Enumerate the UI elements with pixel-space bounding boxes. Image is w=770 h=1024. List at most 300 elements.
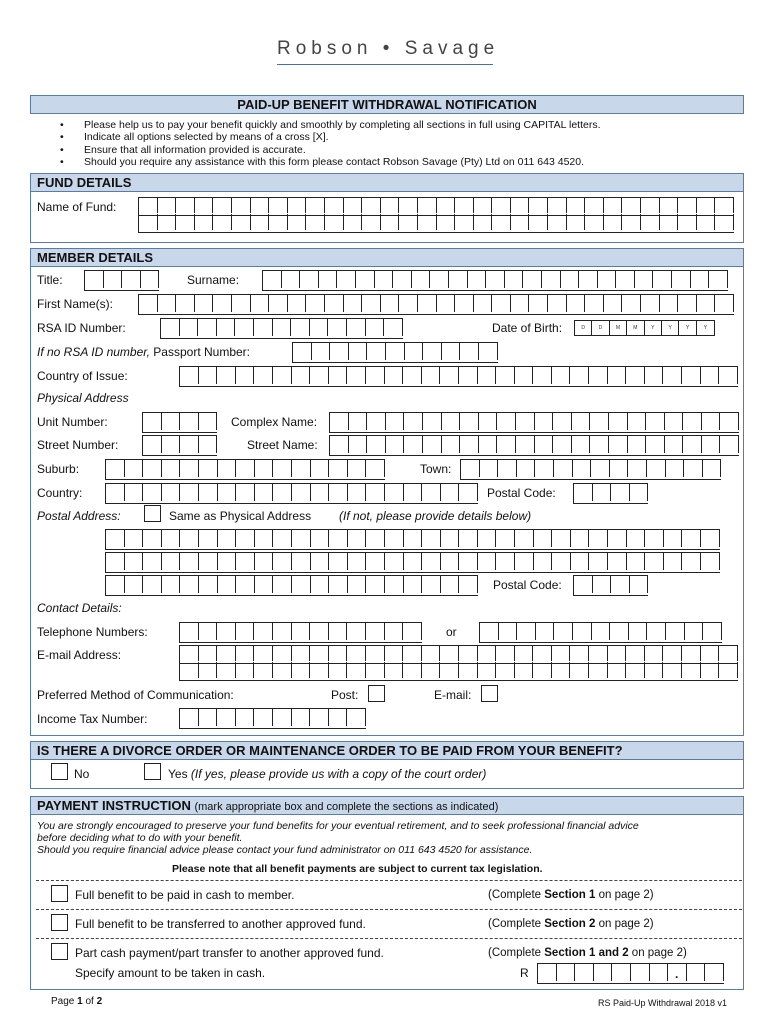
input-cell[interactable] (492, 295, 511, 312)
input-cell[interactable] (697, 214, 716, 230)
input-cell[interactable] (523, 271, 542, 288)
input-cell[interactable] (480, 460, 499, 477)
input-cell[interactable] (479, 413, 498, 430)
input-cell[interactable] (236, 576, 255, 593)
input-cell[interactable] (176, 198, 195, 213)
input-cell[interactable] (585, 214, 604, 230)
input-cell[interactable] (611, 484, 630, 501)
input-cell[interactable] (552, 662, 571, 678)
input-cell[interactable] (310, 709, 329, 726)
input-cell[interactable] (403, 367, 422, 384)
input-cell[interactable] (329, 484, 348, 501)
input-cell[interactable] (479, 436, 498, 453)
input-cell[interactable] (347, 709, 366, 726)
input-cell[interactable] (459, 576, 478, 593)
input-cell[interactable] (418, 295, 437, 312)
input-cell[interactable] (701, 553, 720, 570)
input-cell[interactable] (430, 271, 449, 288)
fund-name-input-row-2[interactable] (138, 214, 734, 233)
input-cell[interactable] (344, 214, 363, 230)
input-cell[interactable] (282, 271, 301, 288)
input-cell[interactable] (176, 214, 195, 230)
input-cell[interactable] (125, 484, 144, 501)
input-cell[interactable] (567, 295, 586, 312)
input-cell[interactable] (399, 198, 418, 213)
input-cell[interactable] (422, 484, 441, 501)
input-cell[interactable] (180, 319, 199, 336)
input-cell[interactable] (422, 646, 441, 661)
input-cell[interactable] (399, 214, 418, 230)
suburb-input[interactable] (105, 459, 385, 480)
input-cell[interactable] (213, 214, 232, 230)
input-cell[interactable] (665, 436, 684, 453)
postal-address-line-3[interactable] (105, 575, 478, 596)
street-number-input[interactable] (142, 435, 217, 456)
input-cell[interactable] (441, 530, 460, 547)
input-cell[interactable] (589, 553, 608, 570)
input-cell[interactable] (552, 646, 571, 661)
option-transfer-checkbox[interactable] (51, 914, 68, 931)
input-cell[interactable] (683, 436, 702, 453)
input-cell[interactable] (311, 460, 330, 477)
input-cell[interactable] (459, 484, 478, 501)
input-cell[interactable] (292, 553, 311, 570)
input-cell[interactable] (254, 319, 273, 336)
input-cell[interactable] (423, 343, 442, 360)
input-cell[interactable] (497, 413, 516, 430)
input-cell[interactable] (496, 646, 515, 661)
input-cell[interactable] (292, 530, 311, 547)
input-cell[interactable] (319, 271, 338, 288)
input-cell[interactable] (593, 576, 612, 593)
input-cell[interactable] (366, 319, 385, 336)
input-cell[interactable] (653, 271, 672, 288)
input-cell[interactable] (589, 367, 608, 384)
unit-number-input[interactable] (142, 412, 217, 433)
input-cell[interactable] (702, 413, 721, 430)
input-cell[interactable] (645, 530, 664, 547)
input-cell[interactable] (440, 646, 459, 661)
input-cell[interactable] (628, 413, 647, 430)
input-cell[interactable] (574, 576, 593, 593)
input-cell[interactable] (591, 460, 610, 477)
input-cell[interactable] (269, 295, 288, 312)
input-cell[interactable] (306, 214, 325, 230)
input-cell[interactable] (647, 623, 666, 640)
input-cell[interactable] (479, 343, 498, 360)
input-cell[interactable] (325, 295, 344, 312)
input-cell[interactable] (292, 662, 311, 678)
input-cell[interactable] (85, 271, 104, 288)
input-cell[interactable] (366, 662, 385, 678)
input-cell[interactable] (232, 214, 251, 230)
input-cell[interactable] (347, 623, 366, 640)
input-cell[interactable] (311, 553, 330, 570)
input-cell[interactable] (292, 576, 311, 593)
input-cell[interactable] (329, 709, 348, 726)
input-cell[interactable] (572, 413, 591, 430)
input-cell[interactable] (263, 271, 282, 288)
input-cell[interactable] (715, 295, 734, 312)
input-cell[interactable] (122, 271, 141, 288)
postal-address-line-2[interactable] (105, 552, 720, 573)
input-cell[interactable] (254, 367, 273, 384)
input-cell[interactable] (422, 367, 441, 384)
input-cell[interactable] (534, 530, 553, 547)
input-cell[interactable] (311, 484, 330, 501)
input-cell[interactable] (604, 295, 623, 312)
input-cell[interactable] (660, 295, 679, 312)
input-cell[interactable] (218, 460, 237, 477)
input-cell[interactable] (418, 214, 437, 230)
input-cell[interactable] (288, 295, 307, 312)
title-input[interactable] (84, 270, 159, 291)
input-cell[interactable] (199, 576, 218, 593)
input-cell[interactable] (386, 343, 405, 360)
input-cell[interactable] (366, 576, 385, 593)
input-cell[interactable] (666, 460, 685, 477)
input-cell[interactable] (678, 214, 697, 230)
input-cell[interactable] (442, 413, 461, 430)
input-cell[interactable] (180, 623, 199, 640)
input-cell[interactable] (180, 484, 199, 501)
input-cell[interactable] (553, 436, 572, 453)
input-cell[interactable] (535, 413, 554, 430)
street-name-input[interactable] (329, 435, 739, 456)
input-cell[interactable] (496, 530, 515, 547)
input-cell[interactable] (139, 295, 158, 312)
input-cell[interactable] (557, 964, 576, 981)
input-cell[interactable] (104, 271, 123, 288)
input-cell[interactable] (422, 662, 441, 678)
input-cell[interactable] (574, 484, 593, 501)
input-cell[interactable] (589, 530, 608, 547)
input-cell[interactable] (515, 553, 534, 570)
input-cell[interactable] (288, 198, 307, 213)
cash-amount-input[interactable] (537, 963, 724, 984)
input-cell[interactable] (515, 662, 534, 678)
input-cell[interactable] (384, 319, 403, 336)
country-issue-input[interactable] (179, 366, 738, 387)
input-cell[interactable] (645, 367, 664, 384)
input-cell[interactable] (255, 484, 274, 501)
input-cell[interactable] (685, 623, 704, 640)
input-cell[interactable] (645, 646, 664, 661)
input-cell[interactable] (292, 709, 311, 726)
input-cell[interactable] (499, 623, 518, 640)
input-cell[interactable] (579, 271, 598, 288)
input-cell[interactable] (478, 367, 497, 384)
input-cell[interactable] (460, 413, 479, 430)
input-cell[interactable] (366, 646, 385, 661)
input-cell[interactable] (442, 436, 461, 453)
input-cell[interactable] (162, 413, 181, 430)
input-cell[interactable] (608, 367, 627, 384)
input-cell[interactable] (511, 198, 530, 213)
input-cell[interactable] (422, 530, 441, 547)
input-cell[interactable] (385, 646, 404, 661)
input-cell[interactable] (158, 295, 177, 312)
input-cell[interactable] (199, 413, 218, 430)
input-cell[interactable] (461, 460, 480, 477)
input-cell[interactable] (366, 623, 385, 640)
input-cell[interactable] (381, 198, 400, 213)
input-cell[interactable] (505, 271, 524, 288)
input-cell[interactable] (125, 460, 144, 477)
input-cell[interactable] (310, 646, 329, 661)
input-cell[interactable] (403, 662, 422, 678)
input-cell[interactable] (437, 295, 456, 312)
input-cell[interactable] (635, 271, 654, 288)
input-cell[interactable] (498, 460, 517, 477)
input-cell[interactable] (217, 367, 236, 384)
input-cell[interactable] (162, 460, 181, 477)
input-cell[interactable] (199, 367, 218, 384)
input-cell[interactable] (347, 367, 366, 384)
input-cell[interactable] (273, 530, 292, 547)
input-cell[interactable] (593, 484, 612, 501)
input-cell[interactable] (589, 662, 608, 678)
input-cell[interactable] (610, 460, 629, 477)
input-cell[interactable] (709, 271, 728, 288)
input-cell[interactable] (254, 662, 273, 678)
divorce-no-checkbox[interactable] (51, 763, 68, 780)
input-cell[interactable] (604, 198, 623, 213)
input-cell[interactable] (703, 460, 722, 477)
input-cell[interactable] (404, 576, 423, 593)
input-cell[interactable] (385, 553, 404, 570)
input-cell[interactable] (254, 623, 273, 640)
input-cell[interactable] (552, 367, 571, 384)
input-cell[interactable] (404, 436, 423, 453)
input-cell[interactable] (650, 964, 669, 981)
input-cell[interactable] (199, 646, 218, 661)
input-cell[interactable] (199, 484, 218, 501)
input-cell[interactable] (646, 413, 665, 430)
input-cell[interactable] (125, 553, 144, 570)
input-cell[interactable] (608, 553, 627, 570)
email-input-row-2[interactable] (179, 662, 738, 681)
input-cell[interactable] (516, 436, 535, 453)
dob-input[interactable] (574, 320, 715, 336)
input-cell[interactable] (511, 214, 530, 230)
input-cell[interactable] (480, 623, 499, 640)
input-cell[interactable] (437, 198, 456, 213)
input-cell[interactable] (141, 271, 160, 288)
input-cell[interactable] (255, 530, 274, 547)
input-cell[interactable] (381, 214, 400, 230)
input-cell[interactable] (310, 623, 329, 640)
input-cell[interactable] (217, 709, 236, 726)
input-cell[interactable] (609, 436, 628, 453)
input-cell[interactable] (199, 530, 218, 547)
input-cell[interactable] (542, 271, 561, 288)
input-cell[interactable] (199, 709, 218, 726)
input-cell[interactable] (660, 198, 679, 213)
input-cell[interactable] (664, 553, 683, 570)
input-cell[interactable] (180, 413, 199, 430)
input-cell[interactable] (682, 553, 701, 570)
input-cell[interactable] (162, 553, 181, 570)
input-cell[interactable] (139, 214, 158, 230)
input-cell[interactable] (367, 343, 386, 360)
input-cell[interactable] (329, 646, 348, 661)
input-cell[interactable] (440, 662, 459, 678)
input-cell[interactable] (349, 436, 368, 453)
input-cell[interactable] (697, 198, 716, 213)
input-cell[interactable] (180, 576, 199, 593)
input-cell[interactable] (459, 530, 478, 547)
input-cell[interactable] (143, 484, 162, 501)
input-cell[interactable] (180, 436, 199, 453)
input-cell[interactable] (548, 295, 567, 312)
input-cell[interactable] (585, 295, 604, 312)
input-cell[interactable] (292, 646, 311, 661)
input-cell[interactable] (548, 214, 567, 230)
input-cell[interactable] (367, 436, 386, 453)
input-cell[interactable] (529, 214, 548, 230)
input-cell[interactable] (538, 964, 557, 981)
input-cell[interactable] (536, 623, 555, 640)
input-cell[interactable] (143, 413, 162, 430)
input-cell[interactable] (236, 460, 255, 477)
input-cell[interactable] (385, 367, 404, 384)
input-cell[interactable] (645, 553, 664, 570)
input-cell[interactable] (486, 271, 505, 288)
input-cell[interactable] (622, 295, 641, 312)
input-cell[interactable] (440, 367, 459, 384)
complex-name-input[interactable] (329, 412, 739, 433)
input-cell[interactable] (496, 367, 515, 384)
input-cell[interactable] (701, 367, 720, 384)
input-cell[interactable] (106, 576, 125, 593)
input-cell[interactable] (217, 319, 236, 336)
input-cell[interactable] (533, 367, 552, 384)
input-cell[interactable] (348, 484, 367, 501)
input-cell[interactable] (422, 576, 441, 593)
input-cell[interactable] (585, 198, 604, 213)
input-cell[interactable] (310, 662, 329, 678)
input-cell[interactable] (348, 530, 367, 547)
input-cell[interactable] (535, 436, 554, 453)
input-cell[interactable] (516, 413, 535, 430)
input-cell[interactable] (720, 436, 739, 453)
input-cell[interactable] (362, 295, 381, 312)
input-cell[interactable] (366, 553, 385, 570)
input-cell[interactable] (180, 530, 199, 547)
input-cell[interactable] (330, 343, 349, 360)
postal-code-input[interactable] (573, 483, 648, 504)
input-cell[interactable] (573, 623, 592, 640)
input-cell[interactable] (529, 198, 548, 213)
input-cell[interactable] (300, 271, 319, 288)
input-cell[interactable] (517, 623, 536, 640)
input-cell[interactable] (180, 662, 199, 678)
input-cell[interactable] (349, 413, 368, 430)
input-cell[interactable] (273, 484, 292, 501)
input-cell[interactable] (678, 295, 697, 312)
input-cell[interactable] (612, 964, 631, 981)
input-cell[interactable] (337, 271, 356, 288)
input-cell[interactable] (442, 343, 461, 360)
input-cell[interactable] (474, 198, 493, 213)
email-checkbox[interactable] (481, 685, 498, 702)
input-cell[interactable] (273, 460, 292, 477)
input-cell[interactable] (626, 367, 645, 384)
input-cell[interactable] (162, 436, 181, 453)
input-cell[interactable] (125, 576, 144, 593)
input-cell[interactable] (292, 460, 311, 477)
input-cell[interactable] (666, 623, 685, 640)
input-cell[interactable] (393, 271, 412, 288)
input-cell[interactable] (199, 553, 218, 570)
input-cell[interactable] (404, 553, 423, 570)
input-cell[interactable] (218, 484, 237, 501)
input-cell[interactable] (720, 413, 739, 430)
input-cell[interactable] (548, 198, 567, 213)
input-cell[interactable] (719, 646, 738, 661)
input-cell[interactable] (610, 623, 629, 640)
passport-input[interactable] (292, 342, 498, 363)
input-cell[interactable] (288, 214, 307, 230)
input-cell[interactable] (631, 964, 650, 981)
input-cell[interactable] (682, 367, 701, 384)
input-cell[interactable] (594, 964, 613, 981)
input-cell[interactable] (292, 623, 311, 640)
input-cell[interactable] (703, 623, 722, 640)
input-cell[interactable] (403, 623, 422, 640)
postal-address-line-1[interactable] (105, 529, 720, 550)
input-cell[interactable] (455, 214, 474, 230)
input-cell[interactable] (255, 460, 274, 477)
surname-input[interactable] (262, 270, 728, 291)
input-cell[interactable] (590, 436, 609, 453)
input-cell[interactable] (325, 198, 344, 213)
input-cell[interactable] (162, 484, 181, 501)
input-cell[interactable] (236, 662, 255, 678)
input-cell[interactable] (663, 367, 682, 384)
input-cell[interactable] (180, 460, 199, 477)
input-cell[interactable] (645, 662, 664, 678)
input-cell[interactable] (719, 367, 738, 384)
input-cell[interactable] (311, 530, 330, 547)
input-cell[interactable] (330, 436, 349, 453)
town-input[interactable] (460, 459, 721, 480)
input-cell[interactable] (608, 530, 627, 547)
input-cell[interactable] (235, 319, 254, 336)
input-cell[interactable] (348, 460, 367, 477)
input-cell[interactable] (515, 530, 534, 547)
input-cell[interactable] (269, 214, 288, 230)
input-cell[interactable] (474, 295, 493, 312)
input-cell[interactable] (273, 709, 292, 726)
input-cell[interactable] (515, 646, 534, 661)
input-cell[interactable] (385, 662, 404, 678)
input-cell[interactable] (554, 460, 573, 477)
input-cell[interactable] (329, 623, 348, 640)
input-cell[interactable] (418, 198, 437, 213)
input-cell[interactable] (573, 460, 592, 477)
post-checkbox[interactable] (368, 685, 385, 702)
input-cell[interactable] (554, 623, 573, 640)
input-cell[interactable] (306, 295, 325, 312)
input-cell[interactable] (329, 553, 348, 570)
input-cell[interactable] (366, 367, 385, 384)
input-cell[interactable] (236, 530, 255, 547)
input-cell[interactable] (478, 530, 497, 547)
input-cell[interactable] (291, 319, 310, 336)
input-cell[interactable] (423, 413, 442, 430)
